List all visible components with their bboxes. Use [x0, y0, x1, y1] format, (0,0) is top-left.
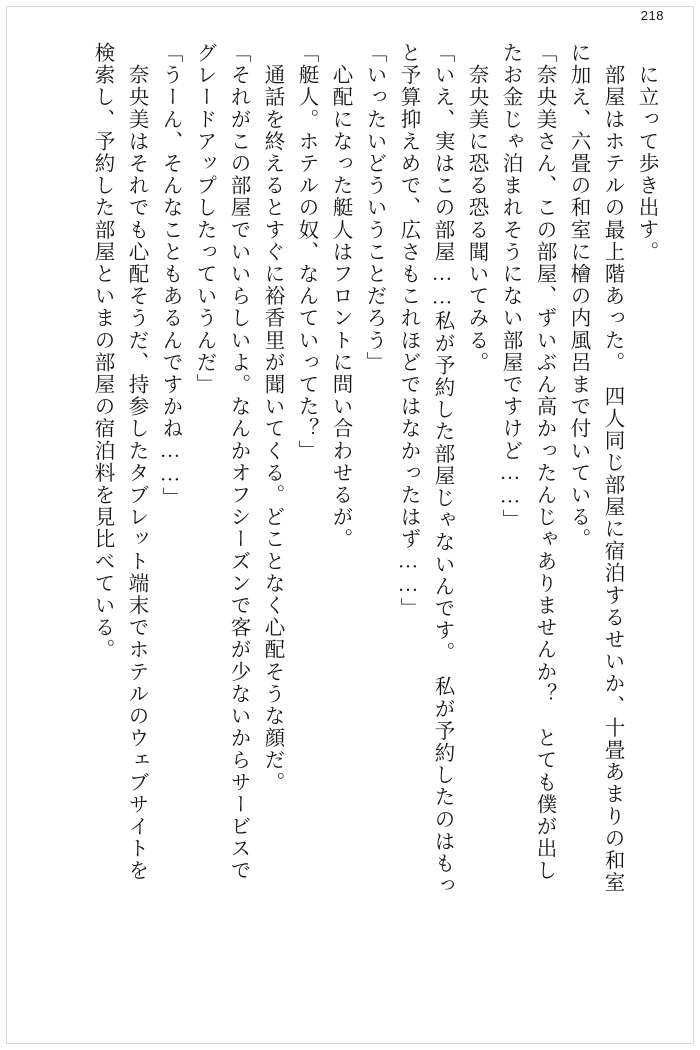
- vertical-text-body: [44, 42, 656, 1020]
- text-line: グレードアップしたっていうんだ」: [193, 42, 215, 396]
- text-line: 通話を終えるとすぐに裕香里が聞いてくる。どことなく心配そうな顔だ。: [261, 42, 283, 794]
- text-line: 「奈央美さん、この部屋、ずいぶん高かったんじゃありませんか？ とても僕が出し: [533, 42, 555, 882]
- text-line: 奈央美はそれでも心配そうだ、持参したタブレット端末でホテルのウェブサイトを: [125, 42, 147, 882]
- page-number: 218: [640, 8, 664, 23]
- text-line: 「それがこの部屋でいいらしいよ。なんかオフシーズンで客が少ないからサービスで: [227, 42, 249, 882]
- text-line: 「いえ、実はこの部屋……私が予約した部屋じゃないんです。 私が予約したのはもっ: [431, 42, 453, 897]
- text-line: 心配になった艇人はフロントに問い合わせるが。: [329, 42, 351, 551]
- text-line: に加え、六畳の和室に檜の内風呂まで付いている。: [567, 42, 589, 551]
- text-line: と予算抑えめで、広さもこれほどではなかったはず……」: [397, 42, 419, 620]
- text-line: 「いったいどういうことだろう」: [363, 42, 385, 374]
- text-line: 「艇人。ホテルの奴、なんていってた？」: [295, 42, 317, 462]
- text-line: たお金じゃ泊まれそうにない部屋ですけど……」: [499, 42, 521, 532]
- text-line: 「うーん、そんなこともあるんですかね……」: [159, 42, 181, 510]
- text-line: 部屋はホテルの最上階あった。 四人同じ部屋に宿泊するせいか、十畳あまりの和室: [601, 42, 623, 894]
- text-line: 奈央美に恐る恐る聞いてみる。: [465, 42, 487, 374]
- text-line: に立って歩き出す。: [635, 64, 657, 263]
- text-line: 検索し、予約した部屋といまの部屋の宿泊料を見比べている。: [91, 42, 113, 661]
